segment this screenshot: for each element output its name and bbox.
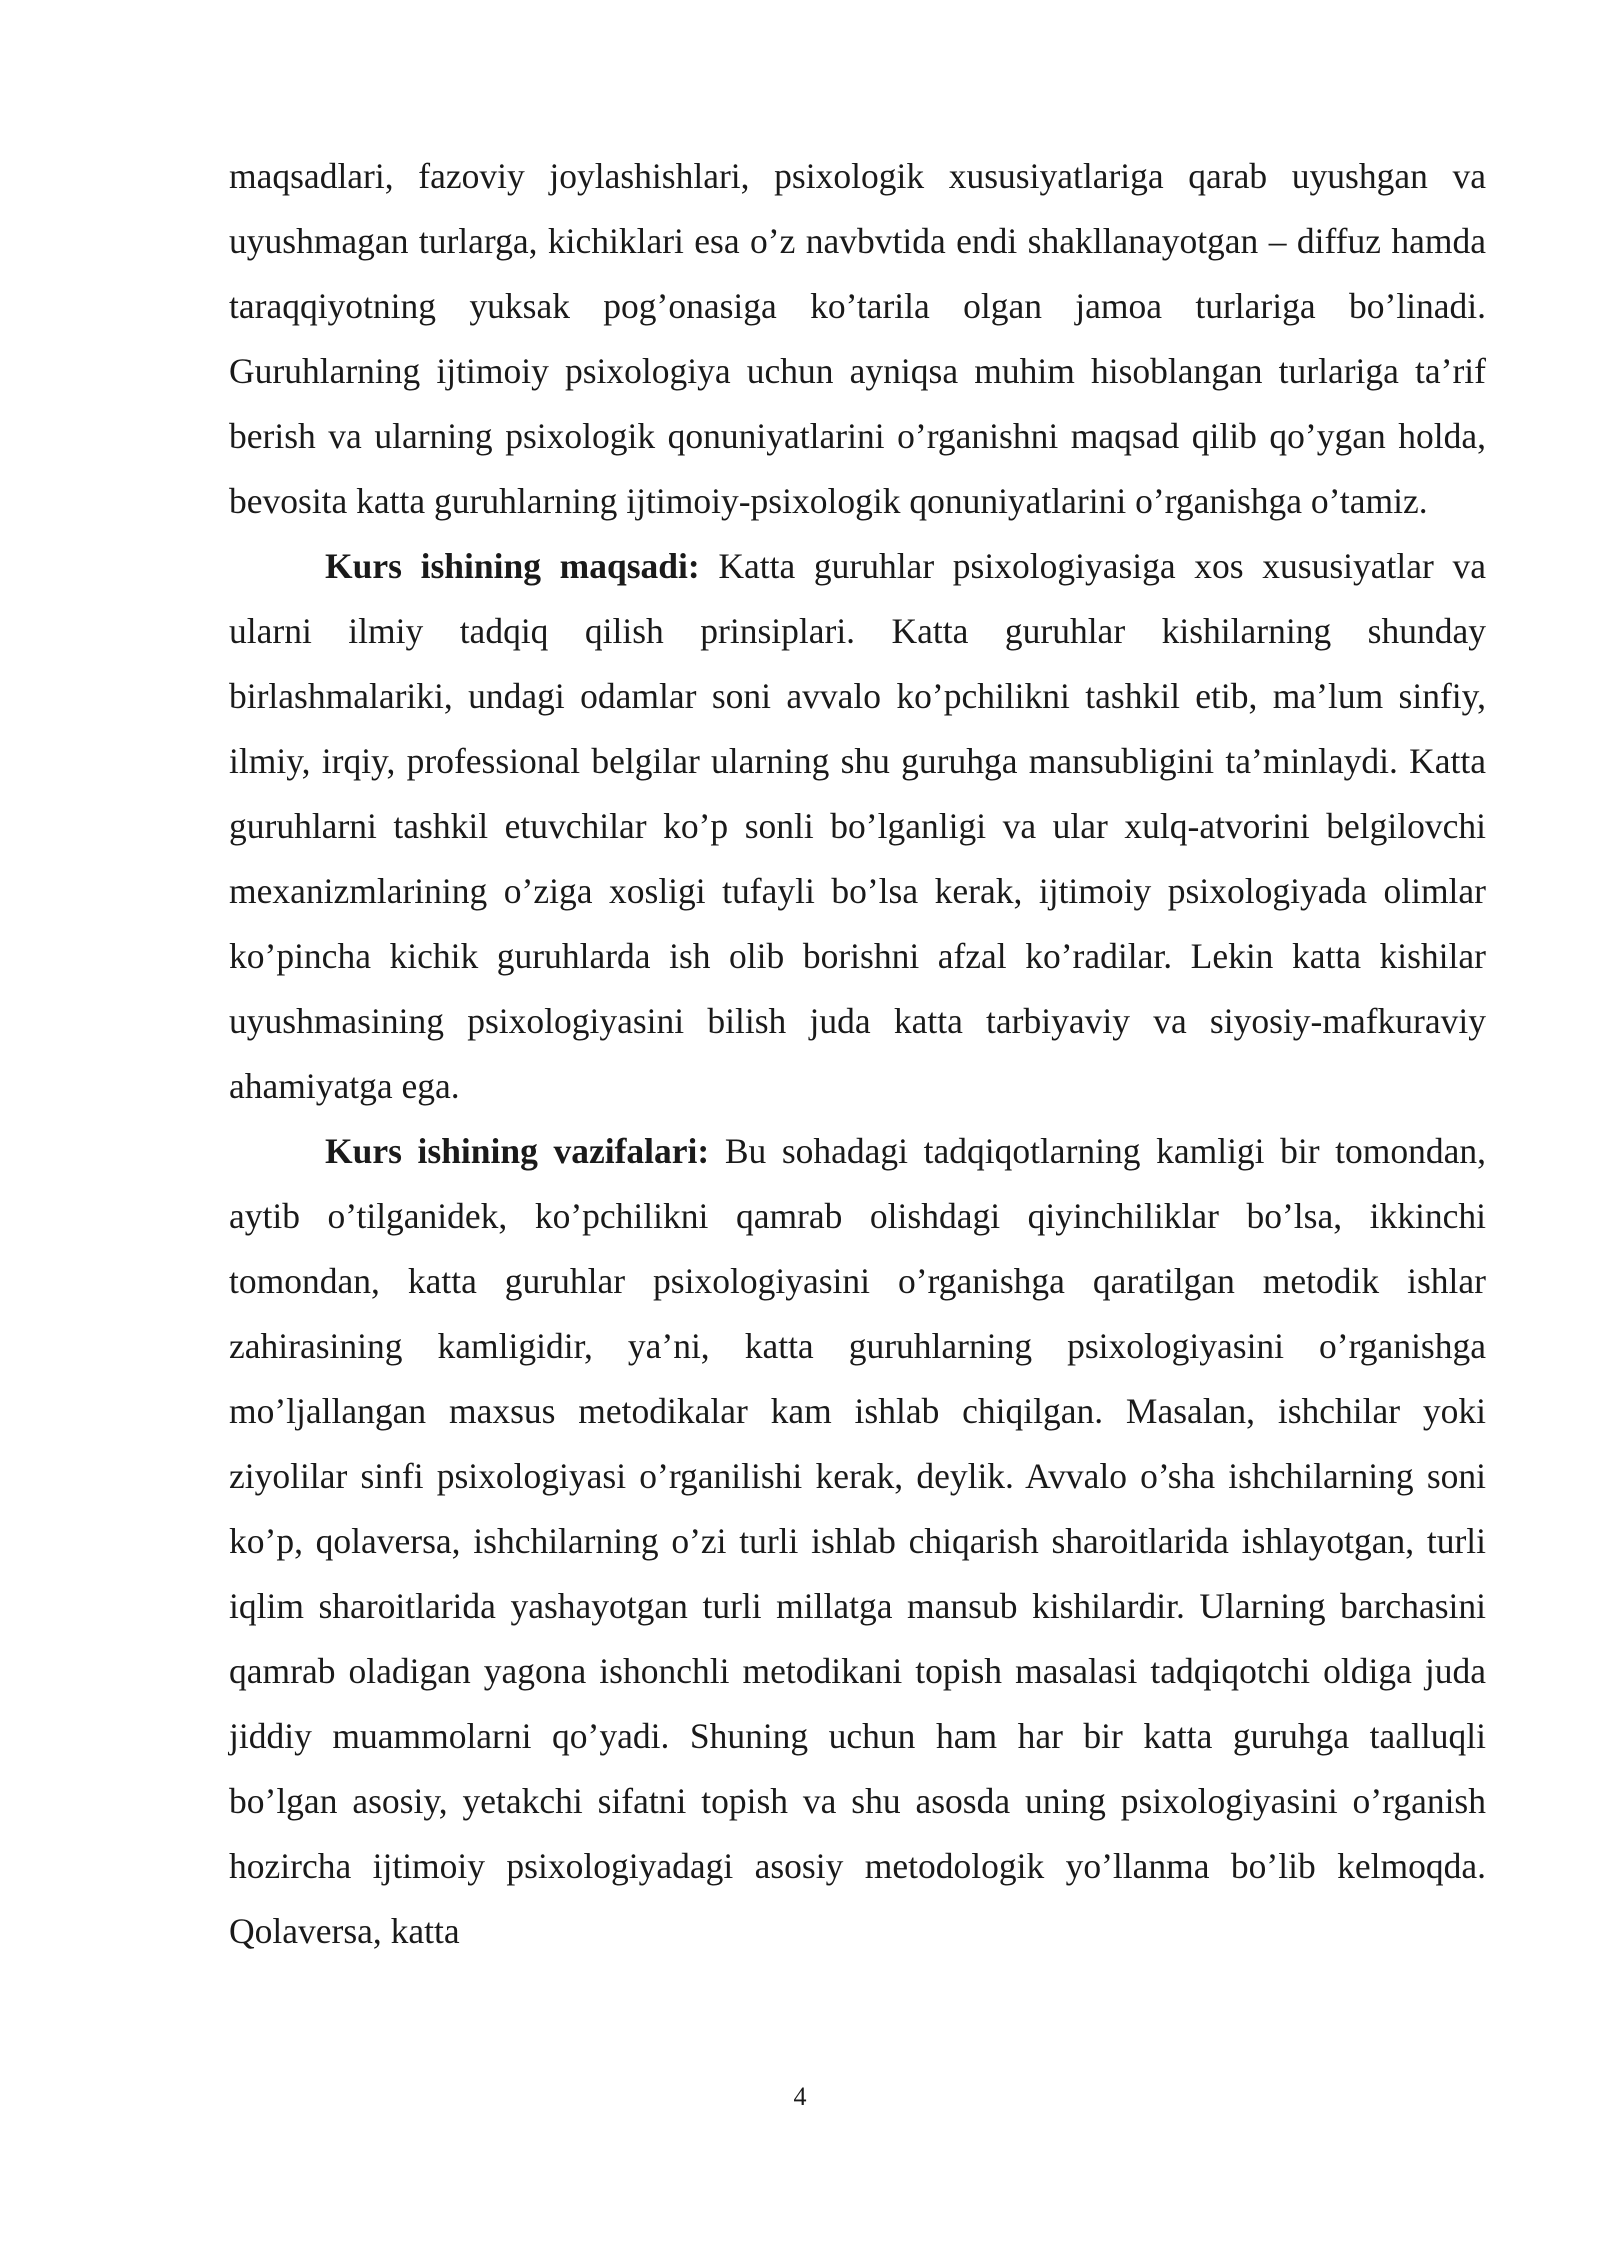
page-number: 4	[793, 2082, 807, 2111]
paragraph-course-goal	[229, 534, 1486, 1119]
paragraph-text: Katta guruhlar psixologiyasiga xos xususiyatlar va ularni ilmiy tadqiq qilish prinsiplari. Katta guruhlar kishilarning shunday birlashmalariki, undagi odamlar soni avvalo ko’pchilikni tashkil etib, ma’lum sinfiy, ilmiy, irqiy, professional belgilar ularning shu guruhga mansubligini ta’minlaydi. Katta guruhlarni tashkil etuvchilar ko’p sonli bo’lganligi va ular xulq-atvorini belgilovchi mexanizmlarining o’ziga xosligi tufayli bo’lsa kerak, ijtimoiy psixologiyada olimlar ko’pincha kichik guruhlarda ish olib borishni afzal ko’radilar. Lekin katta kishilar uyushmasining psixologiyasini bilish juda katta tarbiyaviy va siyosiy-mafkuraviy ahamiyatga ega.	[229, 546, 1486, 1106]
paragraph-intro-continuation	[229, 144, 1486, 534]
paragraph-text: Bu sohadagi tadqiqotlarning kamligi bir tomondan, aytib o’tilganidek, ko’pchilikni qamrab olishdagi qiyinchiliklar bo’lsa, ikkinchi tomondan, katta guruhlar psixologiyasini o’rganishga qaratilgan metodik ishlar zahirasining kamligidir, ya’ni, katta guruhlarning psixologiyasini o’rganishga mo’ljallangan maxsus metodikalar kam ishlab chiqilgan. Masalan, ishchilar yoki ziyolilar sinfi psixologiyasi o’rganilishi kerak, deylik. Avvalo o’sha ishchilarning soni ko’p, qolaversa, ishchilarning o’zi turli ishlab chiqarish sharoitlarida ishlayotgan, turli iqlim sharoitlarida yashayotgan turli millatga mansub kishilardir. Ularning barchasini qamrab oladigan yagona ishonchli metodikani topish masalasi tadqiqotchi oldiga juda jiddiy muammolarni qo’yadi. Shuning uchun ham har bir katta guruhga taalluqli bo’lgan asosiy, yetakchi sifatni topish va shu asosda uning psixologiyasini o’rganish hozircha ijtimoiy psixologiyadagi asosiy metodologik yo’llanma bo’lib kelmoqda. Qolaversa, katta	[229, 1131, 1486, 1951]
course-goal-heading: Kurs ishining maqsadi:	[325, 546, 700, 586]
paragraph-course-tasks	[229, 1119, 1486, 1964]
body-text	[229, 144, 1486, 1964]
paragraph-text: maqsadlari, fazoviy joylashishlari, psixologik xususiyatlariga qarab uyushgan va uyushmagan turlarga, kichiklari esa o’z navbvtida endi shakllanayotgan – diffuz hamda taraqqiyotning yuksak pog’onasiga ko’tarila olgan jamoa turlariga bo’linadi. Guruhlarning ijtimoiy psixologiya uchun ayniqsa muhim hisoblangan turlariga ta’rif berish va ularning psixologik qonuniyatlarini o’rganishni maqsad qilib qo’ygan holda, bevosita katta guruhlarning ijtimoiy-psixologik qonuniyatlarini o’rganishga o’tamiz.	[229, 156, 1486, 521]
course-tasks-heading: Kurs ishining vazifalari:	[325, 1131, 710, 1171]
